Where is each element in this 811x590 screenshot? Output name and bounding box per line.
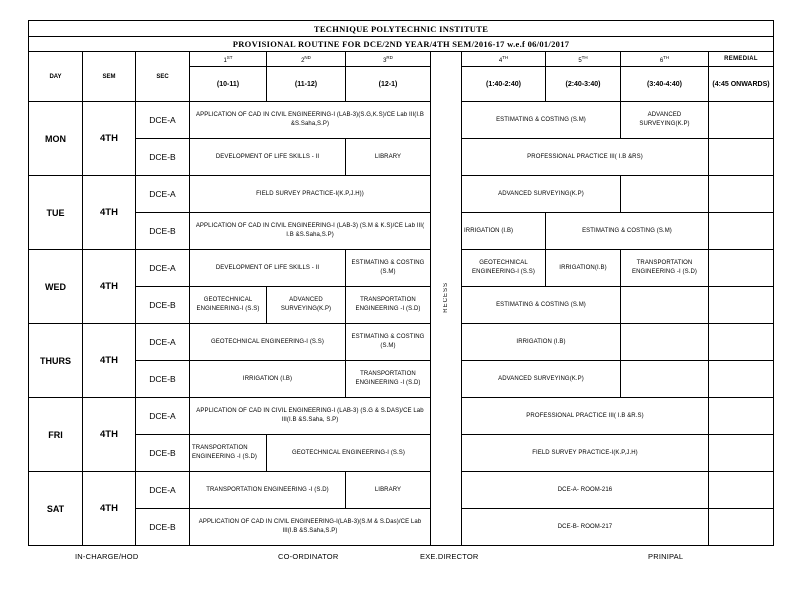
- day-sat: SAT: [29, 472, 83, 546]
- remedial-cell: [709, 398, 774, 435]
- subject-cell: GEOTECHNICAL ENGINEERING-I (S.S): [462, 250, 546, 287]
- director-signature: EXE.DIRECTOR: [420, 552, 479, 561]
- subject-cell: APPLICATION OF CAD IN CIVIL ENGINEERING-I (LAB-3) (S.M & K.S)/CE Lab III( I.B &S.Saha,S.P): [190, 213, 431, 250]
- sem-cell: 4TH: [83, 472, 136, 546]
- period-1-header: 1ST: [190, 52, 267, 67]
- subject-cell: APPLICATION OF CAD IN CIVIL ENGINEERING-I (LAB-3) (S.G & S.DAS)/CE Lab III(I.B &S.Saha, S.P): [190, 398, 431, 435]
- sec-cell: DCE-B: [136, 139, 190, 176]
- remedial-cell: [709, 435, 774, 472]
- institute-title: TECHNIQUE POLYTECHNIC INSTITUTE: [29, 21, 774, 37]
- sec-cell: DCE-B: [136, 435, 190, 472]
- period-5-time: (2:40-3:40): [546, 67, 621, 102]
- subject-cell: ADVANCED SURVEYING(K.P): [267, 287, 346, 324]
- coordinator-signature: CO-ORDINATOR: [278, 552, 339, 561]
- subject-cell: ESTIMATING & COSTING (S.M): [462, 287, 621, 324]
- day-fri: FRI: [29, 398, 83, 472]
- sec-cell: DCE-A: [136, 398, 190, 435]
- subject-cell: ESTIMATING & COSTING (S.M): [462, 102, 621, 139]
- sem-cell: 4TH: [83, 176, 136, 250]
- sec-cell: DCE-A: [136, 472, 190, 509]
- remedial-cell: [709, 324, 774, 361]
- day-mon: MON: [29, 102, 83, 176]
- room-cell: DCE-B- ROOM-217: [462, 509, 709, 546]
- day-tue: TUE: [29, 176, 83, 250]
- remedial-cell: [709, 213, 774, 250]
- empty-cell: [621, 287, 709, 324]
- sec-cell: DCE-A: [136, 176, 190, 213]
- remedial-cell: [709, 287, 774, 324]
- subject-cell: ADVANCED SURVEYING(K.P): [621, 102, 709, 139]
- remedial-cell: [709, 361, 774, 398]
- sem-cell: 4TH: [83, 102, 136, 176]
- subject-cell: FIELD SURVEY PRACTICE-I(K.P,J.H): [462, 435, 709, 472]
- sem-header: SEM: [83, 52, 136, 102]
- subject-cell: IRRIGATION (I.B): [462, 324, 621, 361]
- remedial-cell: [709, 472, 774, 509]
- principal-signature: PRINIPAL: [648, 552, 684, 561]
- sec-cell: DCE-B: [136, 213, 190, 250]
- period-4-header: 4TH: [462, 52, 546, 67]
- sec-cell: DCE-A: [136, 102, 190, 139]
- sem-cell: 4TH: [83, 324, 136, 398]
- subject-cell: GEOTECHNICAL ENGINEERING-I (S.S): [267, 435, 431, 472]
- subject-cell: IRRIGATION (I.B): [190, 361, 346, 398]
- day-header: DAY: [29, 52, 83, 102]
- day-wed: WED: [29, 250, 83, 324]
- remedial-cell: [709, 250, 774, 287]
- sem-cell: 4TH: [83, 398, 136, 472]
- subject-cell: TRANSPORTATION ENGINEERING -I (S.D): [346, 361, 431, 398]
- subject-cell: IRRIGATION (I.B): [462, 213, 546, 250]
- routine-sheet: [28, 20, 773, 546]
- subject-cell: LIBRARY: [346, 139, 431, 176]
- remedial-cell: [709, 139, 774, 176]
- routine-table: [28, 20, 774, 546]
- sec-cell: DCE-A: [136, 324, 190, 361]
- recess-column: RECESS: [431, 52, 462, 546]
- day-thurs: THURS: [29, 324, 83, 398]
- subject-cell: APPLICATION OF CAD IN CIVIL ENGINEERING-I (LAB-3)(S.G,K.S)/CE Lab III(I.B &S.Saha,S.P): [190, 102, 431, 139]
- subject-cell: ESTIMATING & COSTING (S.M): [546, 213, 709, 250]
- remedial-time: (4:45 ONWARDS): [709, 67, 774, 102]
- subject-cell: APPLICATION OF CAD IN CIVIL ENGINEERING-I(LAB-3)(S.M & S.Das)/CE Lab III(I.B &S.Saha,S.P): [190, 509, 431, 546]
- subject-cell: TRANSPORTATION ENGINEERING -I (S.D): [190, 435, 267, 472]
- subject-cell: FIELD SURVEY PRACTICE-I(K.P,J.H)): [190, 176, 431, 213]
- remedial-cell: [709, 176, 774, 213]
- subject-cell: PROFESSIONAL PRACTICE III( I.B &R.S): [462, 398, 709, 435]
- sec-header: SEC: [136, 52, 190, 102]
- subject-cell: ESTIMATING & COSTING (S.M): [346, 250, 431, 287]
- subject-cell: PROFESSIONAL PRACTICE III( I.B &RS): [462, 139, 709, 176]
- subject-cell: ADVANCED SURVEYING(K.P): [462, 361, 621, 398]
- empty-cell: [621, 176, 709, 213]
- subject-cell: ESTIMATING & COSTING (S.M): [346, 324, 431, 361]
- subject-cell: ADVANCED SURVEYING(K.P): [462, 176, 621, 213]
- sec-cell: DCE-B: [136, 361, 190, 398]
- remedial-cell: [709, 102, 774, 139]
- subject-cell: GEOTECHNICAL ENGINEERING-I (S.S): [190, 287, 267, 324]
- sec-cell: DCE-B: [136, 287, 190, 324]
- period-6-header: 6TH: [621, 52, 709, 67]
- remedial-cell: [709, 509, 774, 546]
- room-cell: DCE-A- ROOM-216: [462, 472, 709, 509]
- subject-cell: IRRIGATION(I.B): [546, 250, 621, 287]
- sec-cell: DCE-A: [136, 250, 190, 287]
- subject-cell: TRANSPORTATION ENGINEERING -I (S.D): [346, 287, 431, 324]
- sec-cell: DCE-B: [136, 509, 190, 546]
- period-5-header: 5TH: [546, 52, 621, 67]
- incharge-signature: IN-CHARGE/HOD: [75, 552, 139, 561]
- subject-cell: DEVELOPMENT OF LIFE SKILLS - II: [190, 250, 346, 287]
- subject-cell: TRANSPORTATION ENGINEERING -I (S.D): [190, 472, 346, 509]
- period-2-time: (11-12): [267, 67, 346, 102]
- subject-cell: DEVELOPMENT OF LIFE SKILLS - II: [190, 139, 346, 176]
- empty-cell: [621, 361, 709, 398]
- sem-cell: 4TH: [83, 250, 136, 324]
- routine-subtitle: PROVISIONAL ROUTINE FOR DCE/2ND YEAR/4TH SEM/2016-17 w.e.f 06/01/2017: [29, 37, 774, 52]
- period-3-header: 3RD: [346, 52, 431, 67]
- subject-cell: TRANSPORTATION ENGINEERING -I (S.D): [621, 250, 709, 287]
- period-4-time: (1:40-2:40): [462, 67, 546, 102]
- period-3-time: (12-1): [346, 67, 431, 102]
- subject-cell: LIBRARY: [346, 472, 431, 509]
- period-2-header: 2ND: [267, 52, 346, 67]
- remedial-header: REMEDIAL: [709, 52, 774, 67]
- subject-cell: GEOTECHNICAL ENGINEERING-I (S.S): [190, 324, 346, 361]
- period-6-time: (3:40-4:40): [621, 67, 709, 102]
- period-1-time: (10-11): [190, 67, 267, 102]
- empty-cell: [621, 324, 709, 361]
